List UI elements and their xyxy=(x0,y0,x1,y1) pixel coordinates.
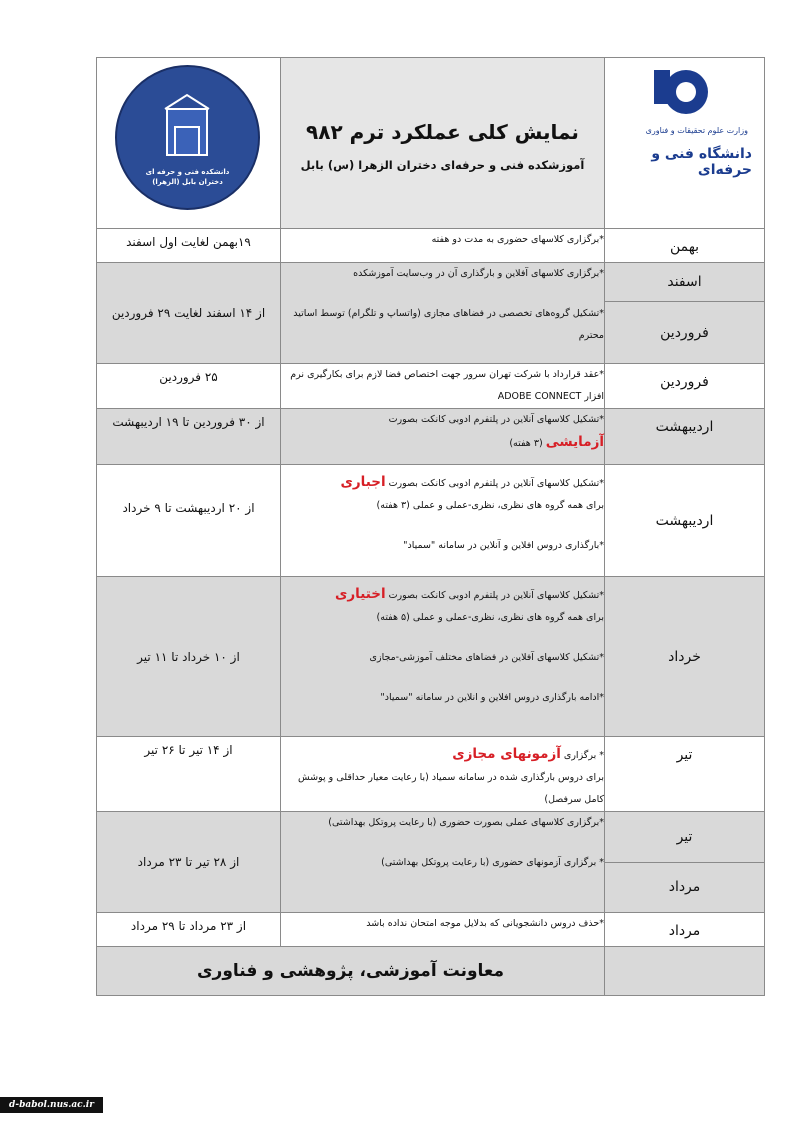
description-cell: *حذف دروس دانشجویانی که بدلایل موجه امتحان نداده باشد xyxy=(281,913,605,947)
footer-month-cell xyxy=(605,947,765,996)
table-row xyxy=(97,577,765,737)
date-cell: از ۳۰ فروردین تا ۱۹ اردیبهشت xyxy=(97,409,281,465)
table-row xyxy=(97,409,765,465)
month-cell: اردیبهشت xyxy=(605,465,765,577)
date-cell: از ۲۳ مرداد تا ۲۹ مرداد xyxy=(97,913,281,947)
ministry-name: وزارت علوم تحقیقات و فناوری xyxy=(645,126,748,135)
trial-highlight: آزمایشی xyxy=(545,434,604,450)
description-cell: *عقد قرارداد با شرکت تهران سرور جهت اختصاص فضا لازم برای بکارگیری نرم افزار ADOBE CONNECT xyxy=(281,364,605,409)
description-cell: *برگزاری کلاسهای آفلاین و بارگذاری آن در وب‌سایت آموزشکده *تشکیل گروه‌های تخصصی در فضاهای مجازی (واتساپ و تلگرام) توسط اساتید محترم xyxy=(281,263,605,364)
table-row xyxy=(97,737,765,812)
month-cell: تیر xyxy=(605,737,765,812)
table-row xyxy=(97,812,765,913)
table-row xyxy=(97,465,765,577)
date-cell: ۲۵ فروردین xyxy=(97,364,281,409)
date-cell: ۱۹بهمن لغایت اول اسفند xyxy=(97,229,281,263)
college-logo-line2: دختران بابل (الزهرا) xyxy=(152,178,223,186)
page-subtitle: آموزشکده فنی و حرفه‌ای دختران الزهرا (س) بابل xyxy=(300,158,585,172)
mandatory-highlight: اجباری xyxy=(340,474,386,490)
date-cell: از ۱۴ تیر تا ۲۶ تیر xyxy=(97,737,281,812)
description-cell: * برگزاری آزمونهای مجازی برای دروس بارگذاری شده در سامانه سمیاد (با رعایت معیار حداقلی و پوشش کامل سرفصل) xyxy=(281,737,605,812)
site-url-badge: d-babol.nus.ac.ir xyxy=(0,1097,103,1113)
title-cell xyxy=(281,58,605,229)
date-cell: از ۲۰ اردیبهشت تا ۹ خرداد xyxy=(97,465,281,577)
university-name: دانشگاه فنی و حرفه‌ای xyxy=(651,146,752,178)
page-title: نمایش کلی عملکرد ترم ۹۸۲ xyxy=(306,120,579,144)
college-logo-line1: دانشکده فنی و حرفه ای xyxy=(145,168,230,176)
date-cell: از ۱۰ خرداد تا ۱۱ تیر xyxy=(97,577,281,737)
university-logo-icon xyxy=(616,62,756,212)
optional-highlight: اختیاری xyxy=(334,586,386,602)
footer-title: معاونت آموزشی، پژوهشی و فناوری xyxy=(97,947,605,996)
college-logo-cell xyxy=(97,58,281,229)
month-cell: اسفند فروردین xyxy=(605,263,765,364)
description-cell: *برگزاری کلاسهای عملی بصورت حضوری (با رعایت پروتکل بهداشتی) * برگزاری آزمونهای حضوری (با رعایت پروتکل بهداشتی) xyxy=(281,812,605,913)
table-row xyxy=(97,263,765,364)
description-cell: *تشکیل کلاسهای آنلاین در پلتفرم ادوبی کانکت بصورت اجباری برای همه گروه های نظری، نظری-عملی و عملی (۳ هفته) *بارگذاری دروس افلاین و آنلاین در سامانه "سمیاد" xyxy=(281,465,605,577)
description-cell: *تشکیل کلاسهای آنلاین در پلتفرم ادوبی کانکت بصورت اختیاری برای همه گروه های نظری، نظری-عملی و عملی (۵ هفته) *تشکیل کلاسهای آفلاین در فضاهای مختلف آموزشی-مجازی *ادامه بارگذاری دروس افلاین و انلاین در سامانه "سمیاد" xyxy=(281,577,605,737)
table-row xyxy=(97,229,765,263)
date-cell: از ۱۴ اسفند لغایت ۲۹ فروردین xyxy=(97,263,281,364)
table-row xyxy=(97,913,765,947)
month-cell: مرداد xyxy=(605,913,765,947)
date-cell: از ۲۸ تیر تا ۲۳ مرداد xyxy=(97,812,281,913)
month-cell: اردیبهشت xyxy=(605,409,765,465)
footer-row xyxy=(97,947,765,996)
table-row xyxy=(97,364,765,409)
performance-table xyxy=(96,57,765,996)
month-cell: تیر مرداد xyxy=(605,812,765,913)
month-cell: فروردین xyxy=(605,364,765,409)
header-row xyxy=(97,58,765,229)
virtual-exams-highlight: آزمونهای مجازی xyxy=(452,746,561,762)
college-emblem-icon xyxy=(115,65,260,210)
description-cell: *تشکیل کلاسهای آنلاین در پلتفرم ادوبی کانکت بصورت آزمایشی (۳ هفته) xyxy=(281,409,605,465)
description-cell: *برگزاری کلاسهای حضوری به مدت دو هفته xyxy=(281,229,605,263)
ministry-logo-cell xyxy=(605,58,765,229)
month-cell: بهمن xyxy=(605,229,765,263)
month-cell: خرداد xyxy=(605,577,765,737)
